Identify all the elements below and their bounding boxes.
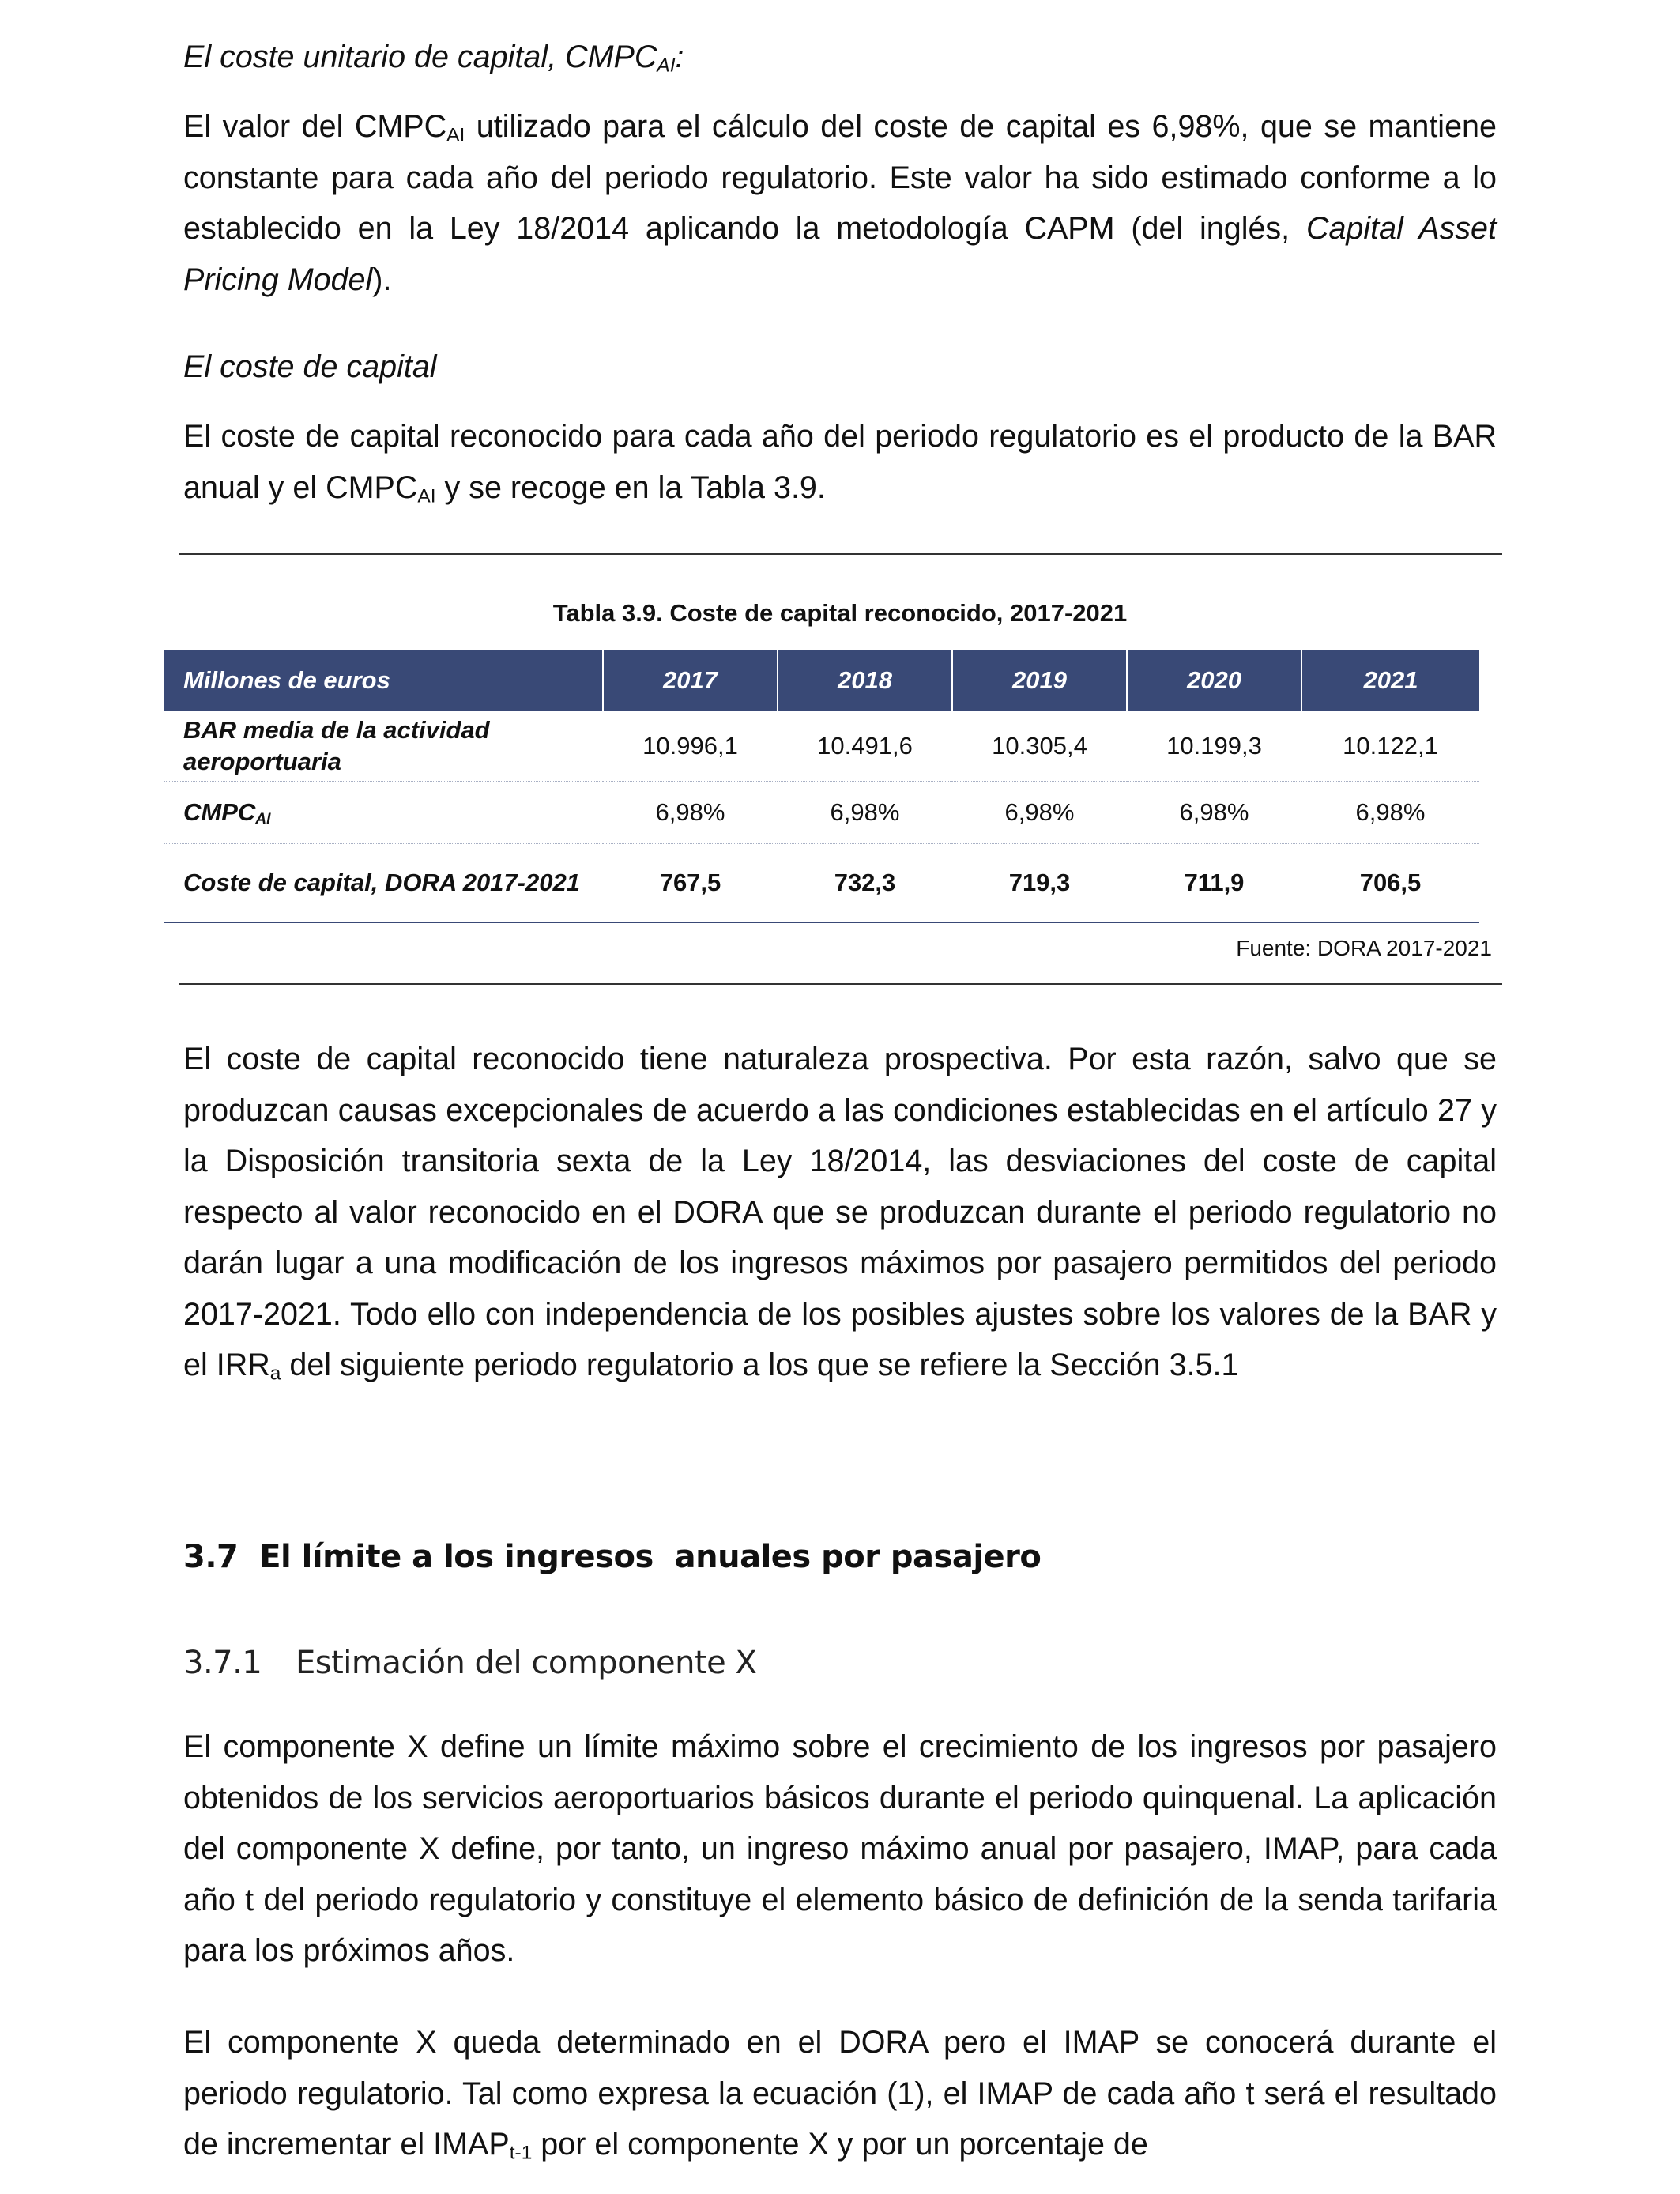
heading-cmpc: El coste unitario de capital, $CMPC_{AI}$:: [183, 40, 684, 77]
table-cell: 6,98%: [1127, 782, 1301, 844]
table-top-rule: [179, 553, 1502, 555]
subsection-heading-3-7-1: 3.7.1 Estimación del componente X: [183, 1645, 757, 1681]
table-row: [164, 782, 1479, 844]
table-cell: 6,98%: [778, 782, 952, 844]
paragraph-coste-capital: El coste de capital reconocido para cada año del periodo regulatorio es el producto de la BAR anual y el $CMPC_{AI}$ y se recoge en la Tabla 3.9.: [183, 419, 1497, 507]
table-cell: 10.122,1: [1301, 711, 1479, 782]
table-cell: 767,5: [603, 844, 778, 923]
table-cell: 719,3: [952, 844, 1127, 923]
table-title: Tabla 3.9. Coste de capital reconocido, 2017-2021: [552, 599, 1128, 627]
capital-cost-table: [164, 650, 1479, 923]
paragraph-cmpc: El valor del $CMPC_{AI}$ utilizado para el cálculo del coste de capital es 6,98%, que se mantiene constante para cada año del periodo regulatorio. Este valor ha sido estimado conforme a lo establecido en la Ley 18/2014 aplicando la metodología CAPM (del inglés, Capital Asset Pricing Model).: [183, 109, 1497, 297]
paragraph-imap: El componente X queda determinado en el DORA pero el IMAP se conocerá durante el periodo regulatorio. Tal como expresa la ecuación (1), el IMAP de cada año t será el resultado de incrementar el $IMAP_{t-1}$ por el componente X y por un porcentaje de: [183, 2025, 1497, 2164]
table-cell: 10.199,3: [1127, 711, 1301, 782]
row-label: BAR media de la actividad aeroportuaria: [164, 711, 603, 782]
table-cell: 10.491,6: [778, 711, 952, 782]
table-cell: 732,3: [778, 844, 952, 923]
heading-coste-capital: El coste de capital: [183, 349, 437, 384]
paragraph-prospectiva: El coste de capital reconocido tiene naturaleza prospectiva. Por esta razón, salvo que se produzcan causas excepcionales de acuerdo a las condiciones establecidas en el artículo 27 y la Disposición transitoria sexta de la Ley 18/2014, las desviaciones del coste de capital respecto al valor reconocido en el DORA que se produzcan durante el periodo regulatorio no darán lugar a una modificación de los ingresos máximos por pasajero permitidos del periodo 2017-2021. Todo ello con independencia de los posibles ajustes sobre los valores de la BAR y el $IRR_a$ del siguiente periodo regulatorio a los que se refiere la Sección 3.5.1: [183, 1042, 1497, 1385]
table-source: Fuente: DORA 2017-2021: [1236, 936, 1492, 960]
table-cell: 711,9: [1127, 844, 1301, 923]
table-header-row: [164, 650, 1479, 711]
table-cell: 10.305,4: [952, 711, 1127, 782]
table-cell: 6,98%: [1301, 782, 1479, 844]
table-row: [164, 711, 1479, 782]
paragraph-componente-x: El componente X define un límite máximo sobre el crecimiento de los ingresos por pasajero obtenidos de los servicios aeroportuarios básicos durante el periodo quinquenal. La aplicación del componente X define, por tanto, un ingreso máximo anual por pasajero, IMAP, para cada año t del periodo regulatorio y constituye el elemento básico de definición de la senda tarifaria para los próximos años.: [183, 1729, 1497, 1968]
table-header-cell: 2019: [952, 650, 1127, 711]
table-header-cell: 2018: [778, 650, 952, 711]
table-bottom-rule: [179, 983, 1502, 985]
table-header-cell: 2017: [603, 650, 778, 711]
table-header-cell: 2021: [1301, 650, 1479, 711]
table-header-cell: Millones de euros: [164, 650, 603, 711]
section-heading-3-7: 3.7 El límite a los ingresos anuales por pasajero: [183, 1539, 1042, 1575]
row-label: $CMPC_{AI}$: [164, 782, 603, 844]
row-label: Coste de capital, DORA 2017-2021: [164, 844, 603, 923]
table-cell: 6,98%: [952, 782, 1127, 844]
table-cell: 10.996,1: [603, 711, 778, 782]
table-cell: 6,98%: [603, 782, 778, 844]
table-row: [164, 844, 1479, 923]
table-cell: 706,5: [1301, 844, 1479, 923]
table-header-cell: 2020: [1127, 650, 1301, 711]
